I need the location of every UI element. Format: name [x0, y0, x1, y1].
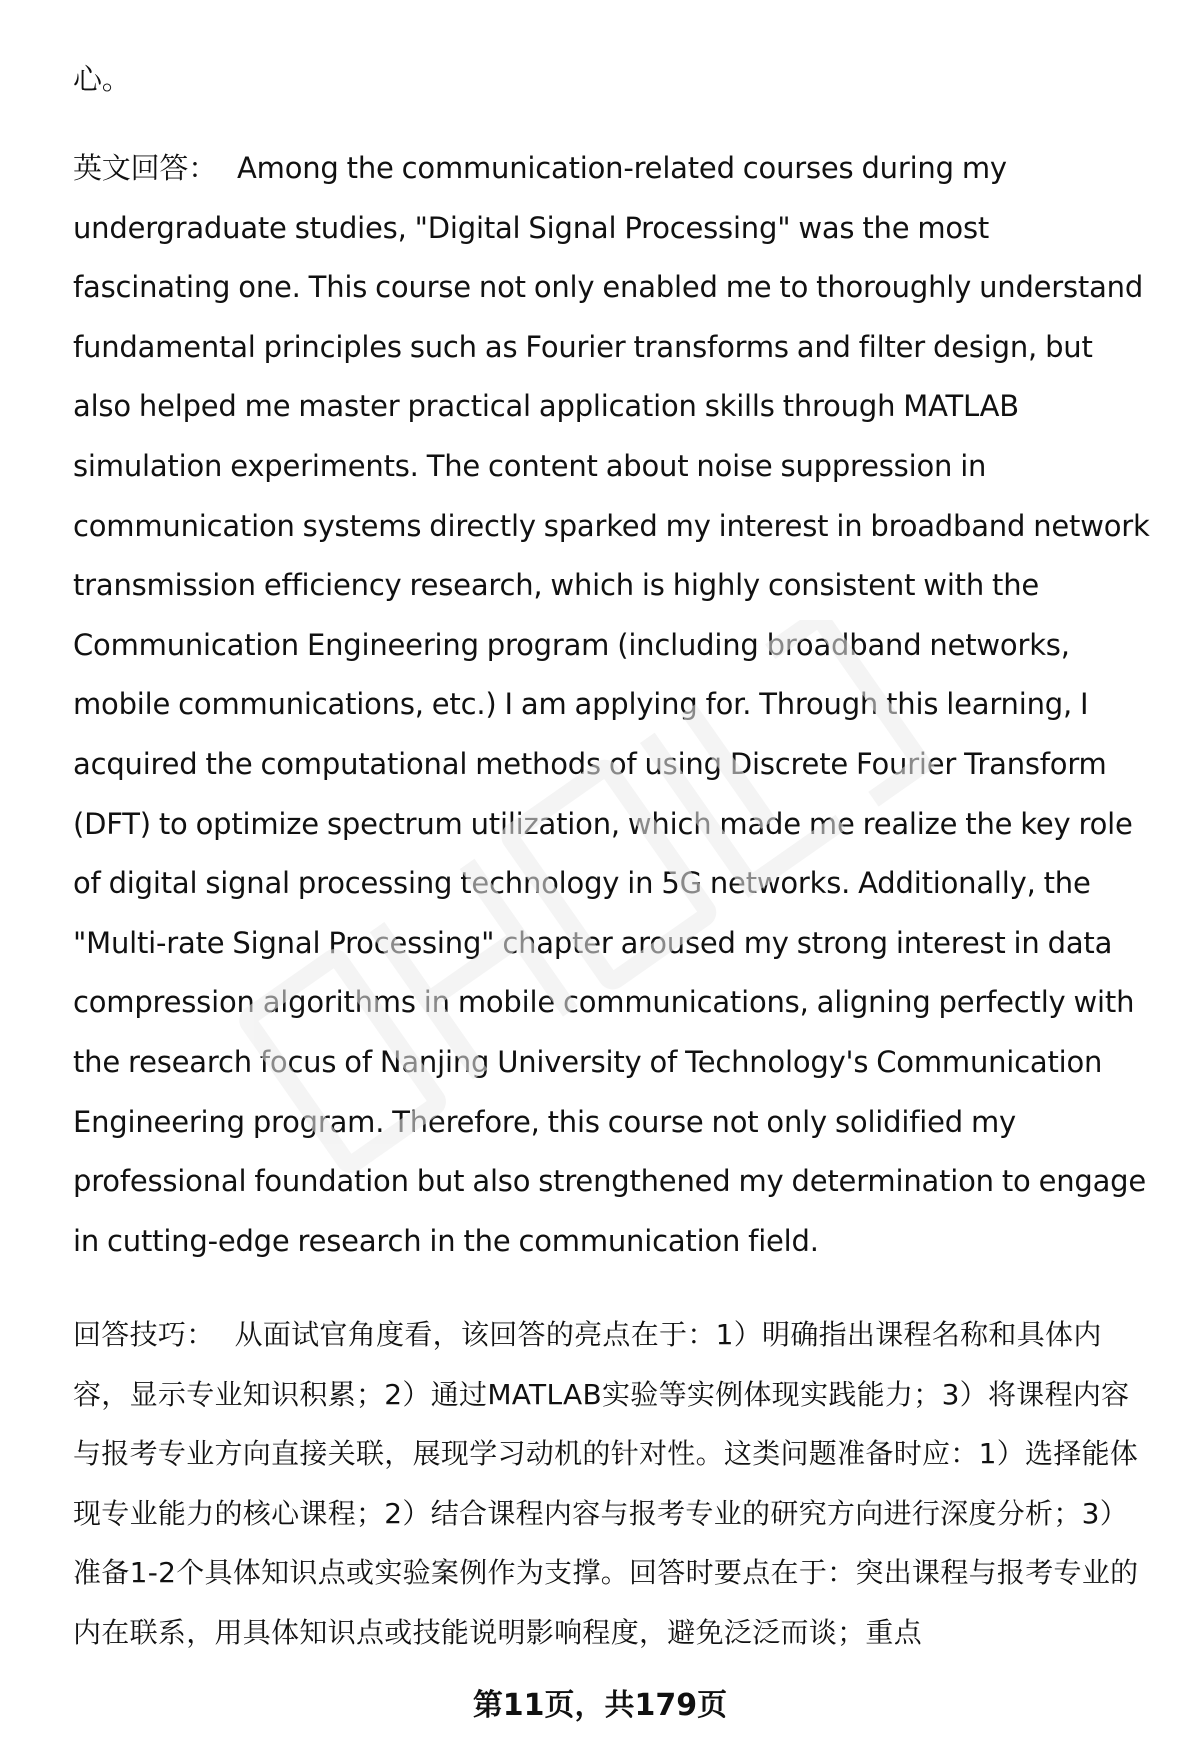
english-answer-text: Among the communication-related courses during my undergraduate studies, "Digital Signal Processing" was the most fascinating one. This course not only enabled me to thoroughly understand fundamental principles such as Fourier transforms and filter design, but also helped me master practical application skills through MATLAB simulation experiments. The content about noise suppression in communication systems directly sparked my interest in broadband network transmission efficiency research, which is highly consistent with the Communication Engineering program (including broadband networks, mobile communications, etc.) I am applying for. Through this learning, I acquired the computational methods of using Discrete Fourier Transform (DFT) to optimize spectrum utilization, which made me realize the key role of digital signal processing technology in 5G networks. Additionally, the "Multi-rate Signal Processing" chapter aroused my strong interest in data compression algorithms in mobile communications, aligning perfectly with the research focus of Nanjing University of Technology's Communication Engineering program. Therefore, this course not only solidified my professional foundation but also strengthened my determination to engage in cutting-edge research in the communication field. [73, 151, 1150, 1258]
previous-paragraph-tail [73, 50, 1153, 110]
answer-tips-paragraph [73, 1305, 1153, 1663]
english-answer-label: 英文回答： [73, 151, 218, 185]
page-footer: 第11页，共179页 [472, 1688, 728, 1723]
answer-tips-label: 回答技巧： [73, 1318, 215, 1351]
tail-text: 心。 [73, 62, 131, 96]
answer-tips-text: 从面试官角度看，该回答的亮点在于：1）明确指出课程名称和具体内容，显示专业知识积累；2）通过MATLAB实验等实例体现实践能力；3）将课程内容与报考专业方向直接关联，展现学习动机的针对性。这类问题准备时应：1）选择能体现专业能力的核心课程；2）结合课程内容与报考专业的研究方向进行深度分析；3）准备1-2个具体知识点或实验案例作为支撑。回答时要点在于：突出课程与报考专业的内在联系，用具体知识点或技能说明影响程度，避免泛泛而谈；重点 [73, 1318, 1139, 1649]
english-answer-paragraph [73, 139, 1153, 1271]
